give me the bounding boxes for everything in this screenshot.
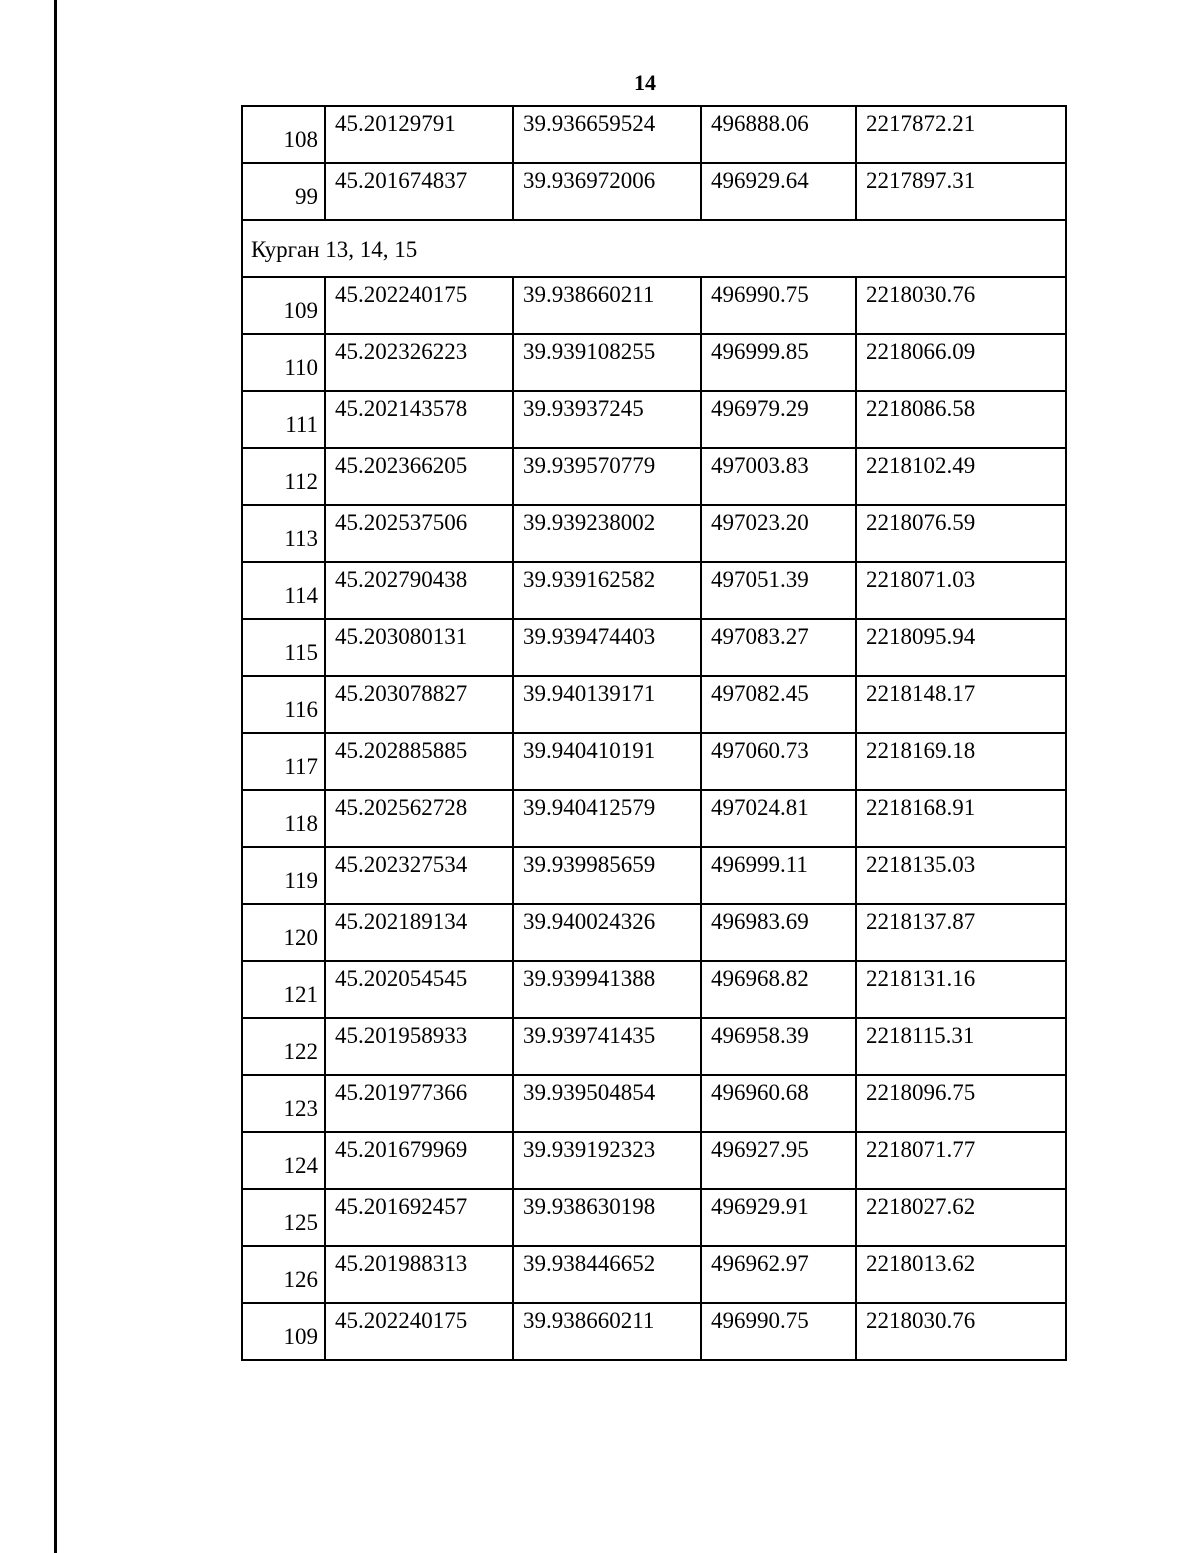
- x-coordinate-cell: 496968.82: [701, 961, 856, 1018]
- longitude-cell: 39.940024326: [513, 904, 701, 961]
- table-row: [242, 391, 1066, 448]
- table-row: [242, 1018, 1066, 1075]
- x-coordinate-cell: 496999.11: [701, 847, 856, 904]
- longitude-cell: 39.940139171: [513, 676, 701, 733]
- table-row: [242, 1189, 1066, 1246]
- page-edge-rule: [54, 0, 57, 1553]
- x-coordinate-cell: 496929.64: [701, 163, 856, 220]
- y-coordinate-cell: 2218013.62: [856, 1246, 1066, 1303]
- x-coordinate-cell: 496990.75: [701, 1303, 856, 1360]
- point-number-cell: 110: [242, 334, 325, 391]
- y-coordinate-cell: 2217872.21: [856, 106, 1066, 163]
- table-row: [242, 1303, 1066, 1360]
- y-coordinate-cell: 2218066.09: [856, 334, 1066, 391]
- x-coordinate-cell: 496962.97: [701, 1246, 856, 1303]
- y-coordinate-cell: 2218137.87: [856, 904, 1066, 961]
- y-coordinate-cell: 2218071.77: [856, 1132, 1066, 1189]
- latitude-cell: 45.202327534: [325, 847, 513, 904]
- point-number-cell: 122: [242, 1018, 325, 1075]
- table-row: [242, 733, 1066, 790]
- y-coordinate-cell: 2218148.17: [856, 676, 1066, 733]
- longitude-cell: 39.939162582: [513, 562, 701, 619]
- longitude-cell: 39.939108255: [513, 334, 701, 391]
- point-number-cell: 123: [242, 1075, 325, 1132]
- y-coordinate-cell: 2218168.91: [856, 790, 1066, 847]
- table-row: [242, 277, 1066, 334]
- latitude-cell: 45.202885885: [325, 733, 513, 790]
- point-number-cell: 116: [242, 676, 325, 733]
- table-row: [242, 847, 1066, 904]
- x-coordinate-cell: 497083.27: [701, 619, 856, 676]
- x-coordinate-cell: 497060.73: [701, 733, 856, 790]
- table-row: [242, 790, 1066, 847]
- y-coordinate-cell: 2218027.62: [856, 1189, 1066, 1246]
- x-coordinate-cell: 496979.29: [701, 391, 856, 448]
- point-number-cell: 119: [242, 847, 325, 904]
- latitude-cell: 45.202189134: [325, 904, 513, 961]
- latitude-cell: 45.202562728: [325, 790, 513, 847]
- x-coordinate-cell: 496927.95: [701, 1132, 856, 1189]
- point-number-cell: 117: [242, 733, 325, 790]
- x-coordinate-cell: 497082.45: [701, 676, 856, 733]
- table-row: [242, 961, 1066, 1018]
- y-coordinate-cell: 2218131.16: [856, 961, 1066, 1018]
- longitude-cell: 39.940410191: [513, 733, 701, 790]
- coordinates-table: [241, 105, 1067, 1361]
- longitude-cell: 39.938446652: [513, 1246, 701, 1303]
- table-row: [242, 163, 1066, 220]
- point-number-cell: 109: [242, 277, 325, 334]
- table-row: [242, 562, 1066, 619]
- x-coordinate-cell: 497023.20: [701, 505, 856, 562]
- longitude-cell: 39.938660211: [513, 277, 701, 334]
- latitude-cell: 45.202054545: [325, 961, 513, 1018]
- latitude-cell: 45.20129791: [325, 106, 513, 163]
- table-row: [242, 334, 1066, 391]
- table-row: [242, 1246, 1066, 1303]
- latitude-cell: 45.202537506: [325, 505, 513, 562]
- table-row: [242, 676, 1066, 733]
- y-coordinate-cell: 2218071.03: [856, 562, 1066, 619]
- x-coordinate-cell: 496929.91: [701, 1189, 856, 1246]
- table-row: [242, 904, 1066, 961]
- point-number-cell: 115: [242, 619, 325, 676]
- longitude-cell: 39.93937245: [513, 391, 701, 448]
- latitude-cell: 45.202326223: [325, 334, 513, 391]
- longitude-cell: 39.940412579: [513, 790, 701, 847]
- latitude-cell: 45.201988313: [325, 1246, 513, 1303]
- table-row: [242, 505, 1066, 562]
- table-row: [242, 619, 1066, 676]
- table-row: [242, 1075, 1066, 1132]
- latitude-cell: 45.201674837: [325, 163, 513, 220]
- latitude-cell: 45.203080131: [325, 619, 513, 676]
- y-coordinate-cell: 2218169.18: [856, 733, 1066, 790]
- x-coordinate-cell: 497003.83: [701, 448, 856, 505]
- y-coordinate-cell: 2218095.94: [856, 619, 1066, 676]
- longitude-cell: 39.939941388: [513, 961, 701, 1018]
- point-number-cell: 124: [242, 1132, 325, 1189]
- longitude-cell: 39.936659524: [513, 106, 701, 163]
- point-number-cell: 121: [242, 961, 325, 1018]
- point-number-cell: 108: [242, 106, 325, 163]
- y-coordinate-cell: 2218102.49: [856, 448, 1066, 505]
- latitude-cell: 45.202240175: [325, 1303, 513, 1360]
- longitude-cell: 39.939238002: [513, 505, 701, 562]
- latitude-cell: 45.202240175: [325, 277, 513, 334]
- y-coordinate-cell: 2218076.59: [856, 505, 1066, 562]
- longitude-cell: 39.938660211: [513, 1303, 701, 1360]
- point-number-cell: 99: [242, 163, 325, 220]
- latitude-cell: 45.202143578: [325, 391, 513, 448]
- latitude-cell: 45.201679969: [325, 1132, 513, 1189]
- y-coordinate-cell: 2218096.75: [856, 1075, 1066, 1132]
- longitude-cell: 39.939474403: [513, 619, 701, 676]
- section-header-row: [242, 220, 1066, 277]
- table-row: [242, 106, 1066, 163]
- latitude-cell: 45.202790438: [325, 562, 513, 619]
- section-label: Курган 13, 14, 15: [242, 220, 1066, 277]
- latitude-cell: 45.201692457: [325, 1189, 513, 1246]
- point-number-cell: 109: [242, 1303, 325, 1360]
- longitude-cell: 39.938630198: [513, 1189, 701, 1246]
- coordinates-table-body: [242, 106, 1066, 1360]
- table-row: [242, 448, 1066, 505]
- latitude-cell: 45.202366205: [325, 448, 513, 505]
- latitude-cell: 45.203078827: [325, 676, 513, 733]
- y-coordinate-cell: 2218086.58: [856, 391, 1066, 448]
- x-coordinate-cell: 496960.68: [701, 1075, 856, 1132]
- point-number-cell: 125: [242, 1189, 325, 1246]
- y-coordinate-cell: 2218030.76: [856, 277, 1066, 334]
- point-number-cell: 120: [242, 904, 325, 961]
- point-number-cell: 112: [242, 448, 325, 505]
- point-number-cell: 118: [242, 790, 325, 847]
- point-number-cell: 111: [242, 391, 325, 448]
- x-coordinate-cell: 497024.81: [701, 790, 856, 847]
- x-coordinate-cell: 496990.75: [701, 277, 856, 334]
- table-row: [242, 1132, 1066, 1189]
- x-coordinate-cell: 496888.06: [701, 106, 856, 163]
- latitude-cell: 45.201958933: [325, 1018, 513, 1075]
- y-coordinate-cell: 2218115.31: [856, 1018, 1066, 1075]
- y-coordinate-cell: 2218135.03: [856, 847, 1066, 904]
- page-number: 14: [634, 70, 656, 95]
- longitude-cell: 39.939741435: [513, 1018, 701, 1075]
- x-coordinate-cell: 496958.39: [701, 1018, 856, 1075]
- point-number-cell: 126: [242, 1246, 325, 1303]
- x-coordinate-cell: 496999.85: [701, 334, 856, 391]
- x-coordinate-cell: 496983.69: [701, 904, 856, 961]
- x-coordinate-cell: 497051.39: [701, 562, 856, 619]
- longitude-cell: 39.939570779: [513, 448, 701, 505]
- y-coordinate-cell: 2217897.31: [856, 163, 1066, 220]
- longitude-cell: 39.939192323: [513, 1132, 701, 1189]
- point-number-cell: 114: [242, 562, 325, 619]
- latitude-cell: 45.201977366: [325, 1075, 513, 1132]
- longitude-cell: 39.939504854: [513, 1075, 701, 1132]
- point-number-cell: 113: [242, 505, 325, 562]
- longitude-cell: 39.936972006: [513, 163, 701, 220]
- longitude-cell: 39.939985659: [513, 847, 701, 904]
- y-coordinate-cell: 2218030.76: [856, 1303, 1066, 1360]
